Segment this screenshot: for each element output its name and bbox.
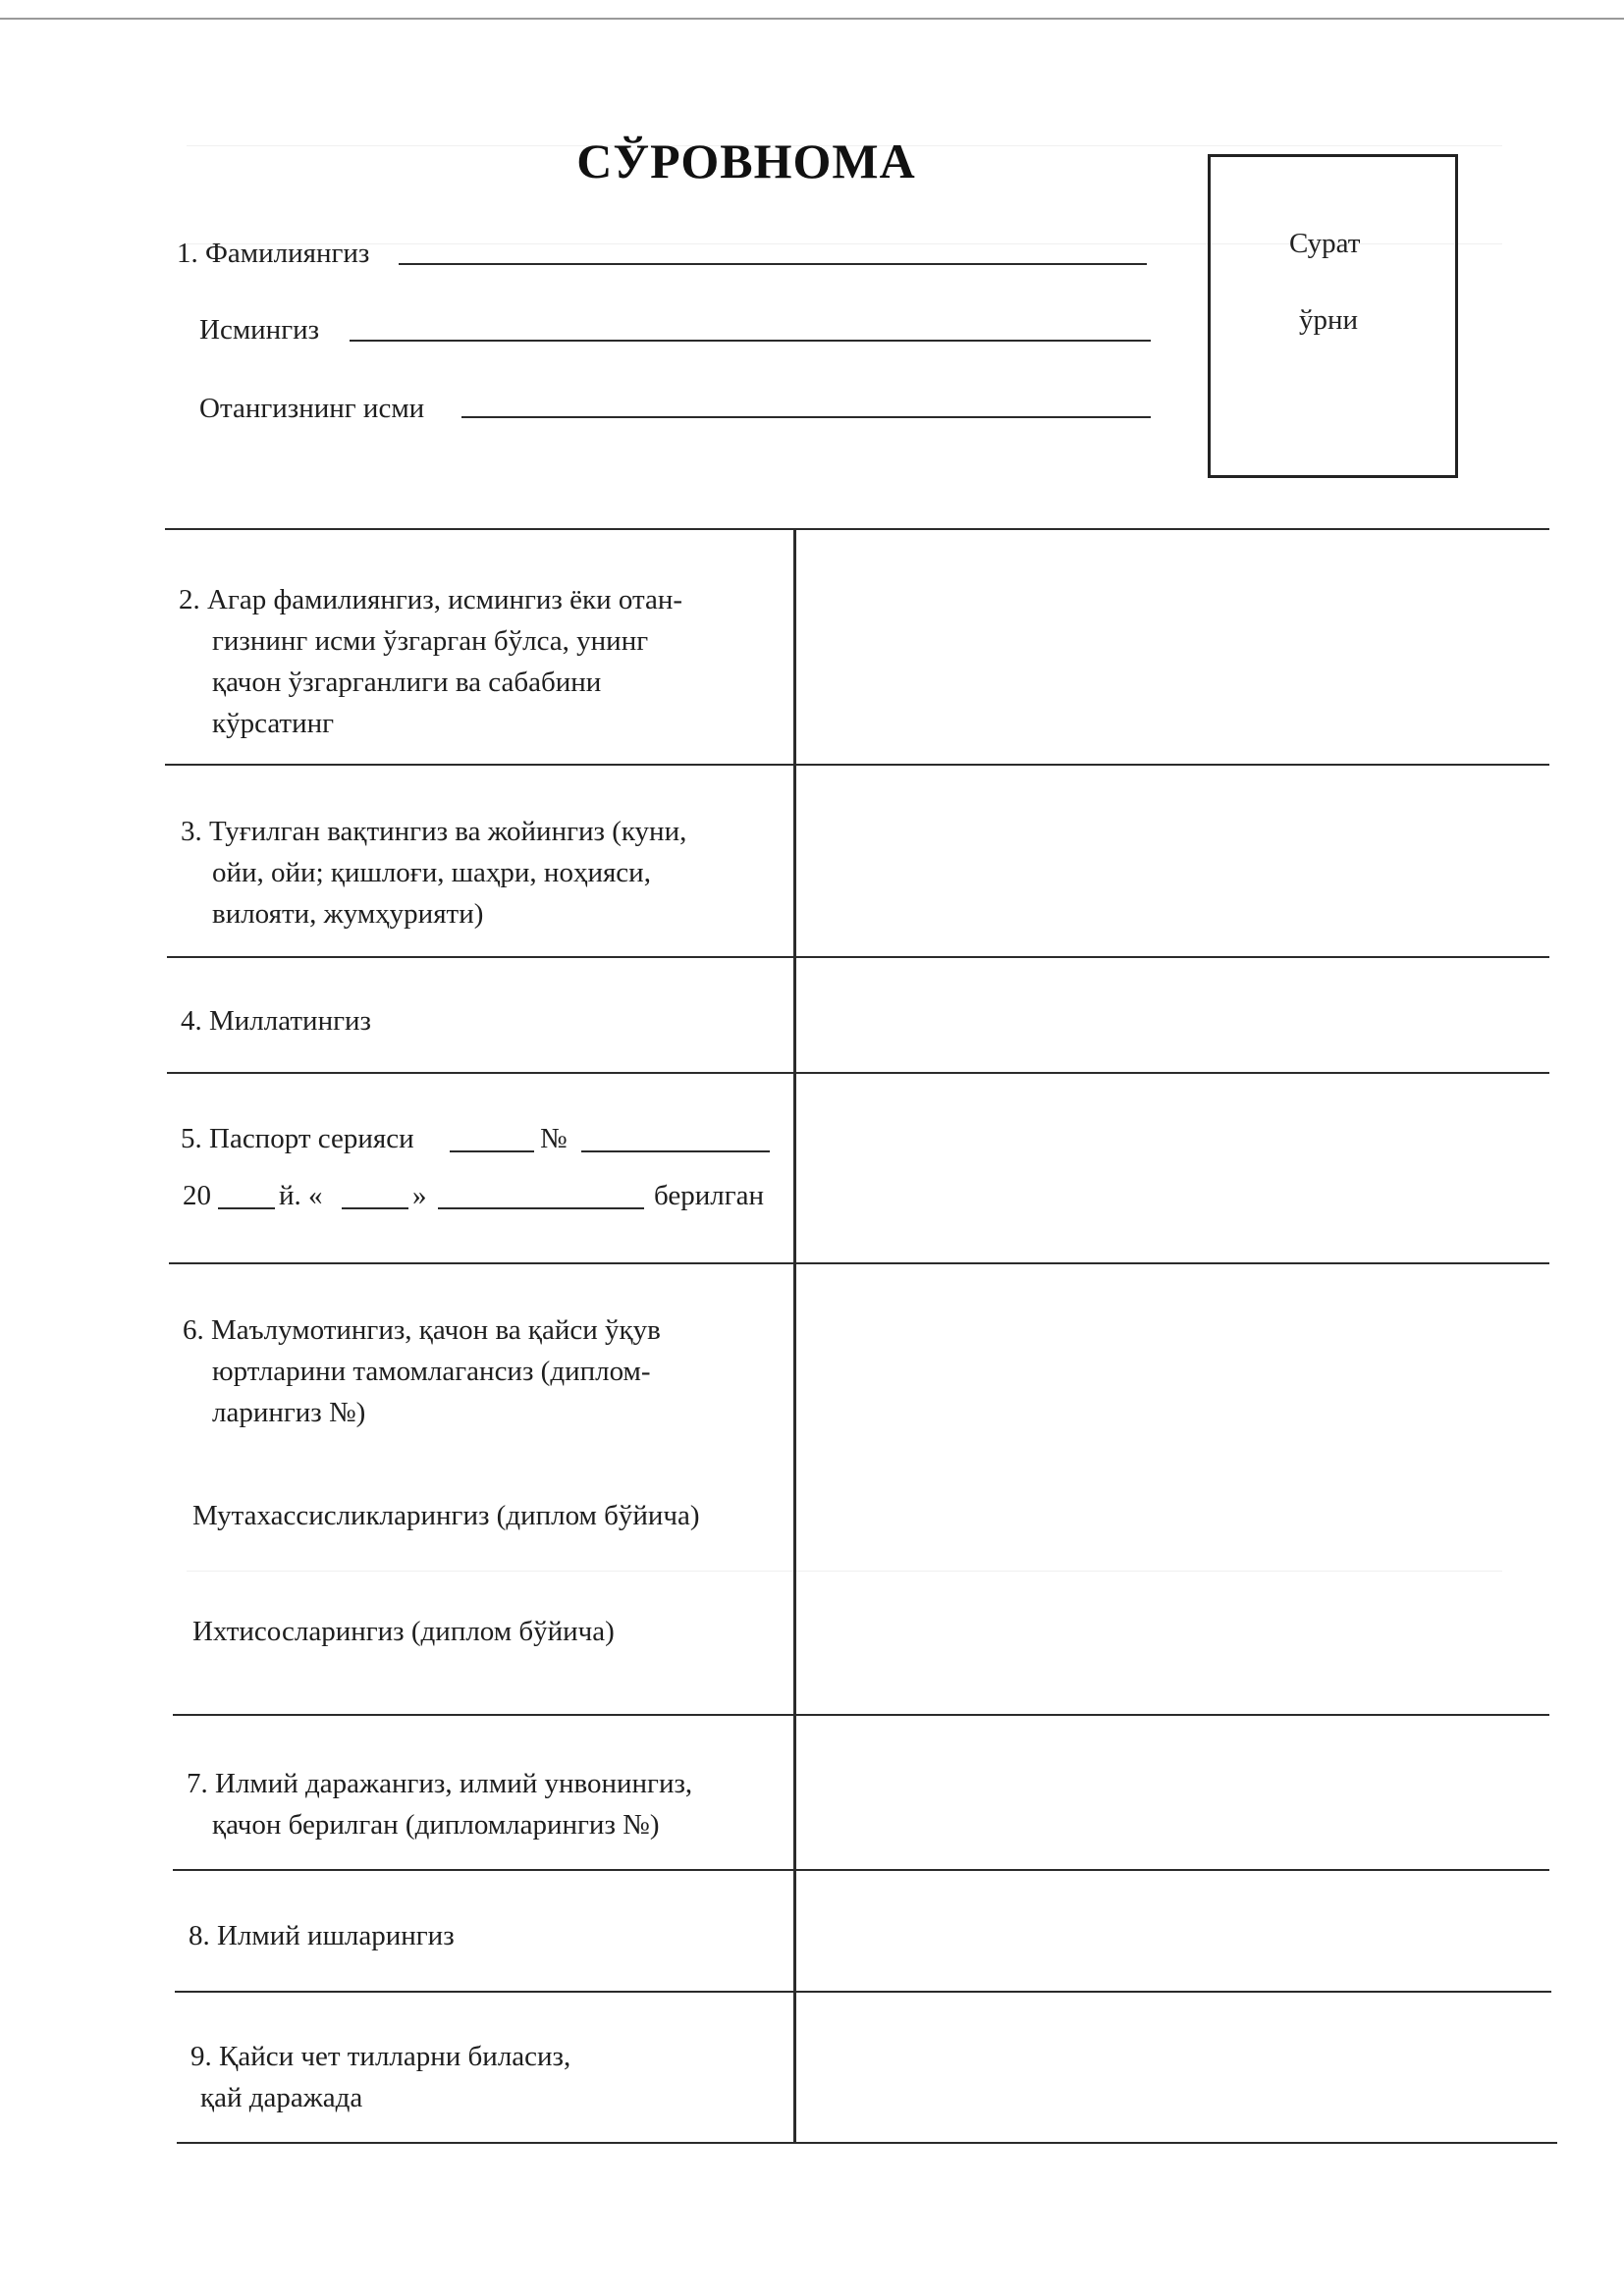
question-8-label: 8. Илмий ишларингиз [189, 1920, 455, 1951]
table-bottom-border [177, 2142, 1557, 2144]
row-divider [173, 1869, 1549, 1871]
question-5-answer[interactable] [797, 1076, 1549, 1258]
scan-edge [0, 18, 1624, 20]
surname-label: 1. Фамилиянгиз [177, 238, 370, 269]
photo-placeholder[interactable] [1208, 154, 1458, 478]
photo-label: ўрни [1299, 304, 1359, 336]
issue-day-field[interactable] [342, 1207, 408, 1209]
name-label: Исмингиз [199, 314, 320, 346]
name-field[interactable] [350, 340, 1151, 342]
issue-month-field[interactable] [438, 1207, 644, 1209]
day-close-quote: » [412, 1180, 427, 1211]
year-prefix: 20 [183, 1180, 211, 1211]
question-9-answer[interactable] [797, 1995, 1549, 2140]
question-6-label: 6. Маълумотингиз, қачон ва қайси ўқув юртларини тамомлагансиз (диплом- ларингиз №) [183, 1314, 661, 1428]
question-9-label: 9. Қайси чет тилларни биласиз, қай даражада [190, 2041, 571, 2113]
specialty-label: Мутахассисликларингиз (диплом бўйича) [192, 1500, 700, 1531]
question-8-answer[interactable] [797, 1873, 1549, 1989]
qualification-label: Ихтисосларингиз (диплом бўйича) [192, 1616, 615, 1647]
question-7-answer[interactable] [797, 1718, 1549, 1867]
patronymic-label: Отангизнинг исми [199, 393, 425, 424]
question-2-answer[interactable] [797, 532, 1549, 762]
table-column-divider [793, 530, 796, 2142]
issue-year-field[interactable] [218, 1207, 275, 1209]
passport-series-field[interactable] [450, 1150, 534, 1152]
photo-label: Сурат [1289, 228, 1361, 259]
question-3-label: 3. Туғилган вақтингиз ва жойингиз (куни, ойи, ойи; қишлоғи, шаҳри, ноҳияси, вилояти, жумҳурияти) [181, 816, 687, 930]
row-divider [173, 1714, 1549, 1716]
table-top-border [165, 528, 1549, 530]
number-sign: № [540, 1123, 568, 1154]
question-7-label: 7. Илмий даражангиз, илмий унвонингиз, қачон берилган (дипломларингиз №) [187, 1768, 693, 1841]
issued-label: берилган [654, 1180, 765, 1211]
question-4-answer[interactable] [797, 960, 1549, 1070]
year-suffix: й. « [279, 1180, 323, 1211]
row-divider [169, 1262, 1549, 1264]
question-4-label: 4. Миллатингиз [181, 1005, 371, 1037]
row-divider [167, 1072, 1549, 1074]
question-6-answer[interactable] [797, 1266, 1549, 1712]
row-divider [175, 1991, 1551, 1993]
question-3-answer[interactable] [797, 768, 1549, 954]
row-divider [167, 956, 1549, 958]
row-divider [165, 764, 1549, 766]
patronymic-field[interactable] [461, 416, 1151, 418]
passport-number-field[interactable] [581, 1150, 770, 1152]
question-2-label: 2. Агар фамилиянгиз, исмингиз ёки отан- гизнинг исми ўзгарган бўлса, унинг қачон ўзгарганлиги ва сабабини кўрсатинг [179, 584, 683, 739]
page-title: СЎРОВНОМА [576, 133, 916, 188]
question-5-label: 5. Паспорт серияси [181, 1123, 414, 1154]
surname-field[interactable] [399, 263, 1147, 265]
